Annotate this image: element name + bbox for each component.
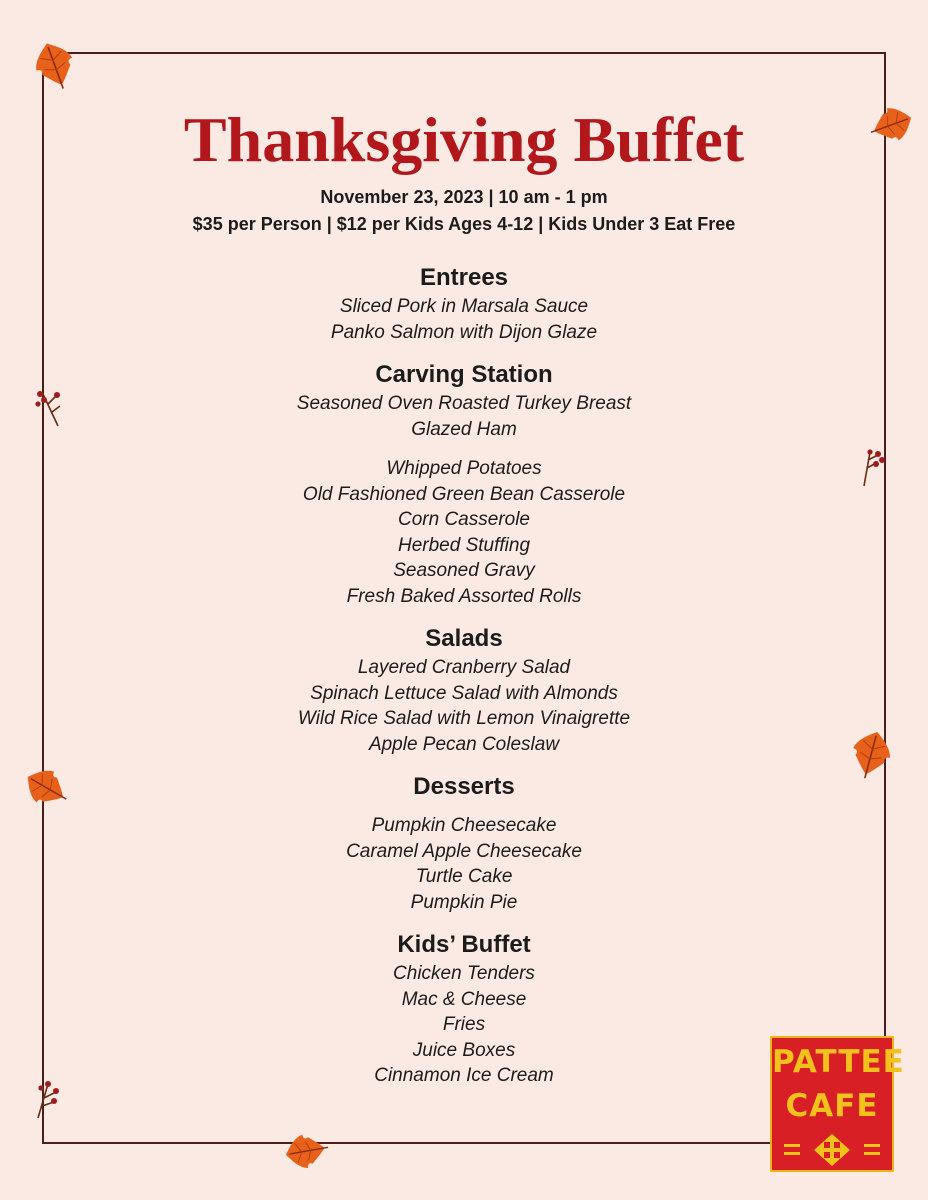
menu-item: Herbed Stuffing <box>397 534 531 556</box>
menu-item: Seasoned Oven Roasted Turkey Breast <box>296 393 632 414</box>
section-entrees <box>0 262 928 345</box>
menu-item: Apple Pecan Coleslaw <box>368 733 560 755</box>
menu-item: Wild Rice Salad with Lemon Vinaigrette <box>297 708 631 729</box>
menu-item: Cinnamon Ice Cream <box>374 1065 554 1086</box>
menu-item: Turtle Cake <box>415 866 513 887</box>
autumn-leaf-icon <box>280 1126 334 1176</box>
menu-item: Whipped Potatoes <box>386 458 542 479</box>
menu-item: Juice Boxes <box>412 1039 516 1061</box>
menu-item: Panko Salmon with Dijon Glaze <box>330 321 598 343</box>
menu-item: Corn Casserole <box>398 509 530 530</box>
section-title: Desserts <box>413 773 515 800</box>
logo-emblem-icon <box>772 1132 892 1170</box>
menu-item: Caramel Apple Cheesecake <box>346 840 582 862</box>
menu-item: Spinach Lettuce Salad with Almonds <box>310 682 618 704</box>
logo-line-1: PATTEE <box>772 1044 905 1080</box>
section-desserts <box>0 771 928 915</box>
section-title: Carving Station <box>375 361 553 388</box>
section-title: Salads <box>425 625 503 652</box>
autumn-leaf-icon <box>864 100 918 150</box>
autumn-leaf-icon <box>846 726 896 784</box>
autumn-leaf-icon <box>30 38 80 94</box>
event-date-time: November 23, 2023 | 10 am - 1 pm <box>320 187 608 207</box>
autumn-leaf-icon <box>20 762 74 814</box>
menu-item: Layered Cranberry Salad <box>357 657 571 678</box>
menu-item: Mac & Cheese <box>401 988 527 1010</box>
section-sides <box>0 456 928 609</box>
berry-sprig-icon <box>32 1080 62 1122</box>
event-pricing: $35 per Person | $12 per Kids Ages 4-12 | Kids Under 3 Eat Free <box>192 214 736 234</box>
section-carving-station <box>0 359 928 442</box>
section-title: Kids’ Buffet <box>397 931 531 958</box>
pattee-cafe-logo <box>770 1036 905 1172</box>
menu-item: Fresh Baked Assorted Rolls <box>346 585 582 607</box>
section-salads <box>0 623 928 757</box>
logo-line-2: CAFE <box>785 1088 879 1124</box>
page-title: Thanksgiving Buffet <box>183 104 745 175</box>
berry-sprig-icon <box>856 448 886 490</box>
menu-item: Glazed Ham <box>411 418 517 440</box>
menu-item: Pumpkin Cheesecake <box>371 815 557 836</box>
menu-item: Seasoned Gravy <box>393 560 535 581</box>
berry-sprig-icon <box>34 388 64 430</box>
menu-item: Fries <box>442 1014 486 1035</box>
menu-item: Chicken Tenders <box>393 963 535 984</box>
menu-item: Pumpkin Pie <box>410 891 518 913</box>
menu-item: Old Fashioned Green Bean Casserole <box>302 483 626 505</box>
section-title: Entrees <box>419 264 509 291</box>
menu-list <box>0 262 928 1089</box>
menu-item: Sliced Pork in Marsala Sauce <box>339 296 589 317</box>
